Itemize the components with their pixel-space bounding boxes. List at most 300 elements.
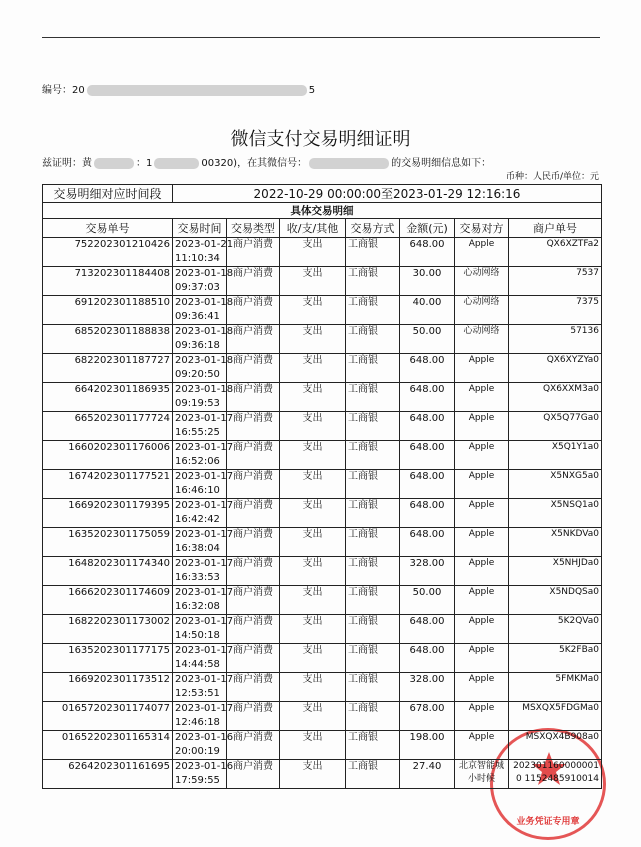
date-text: 2023-01-17 xyxy=(175,442,234,453)
cell-method xyxy=(346,760,400,789)
amount-text: 40.00 xyxy=(412,297,442,308)
cert-suffix: 的交易明细信息如下： xyxy=(391,158,492,169)
date-text: 2023-01-17 xyxy=(175,500,234,511)
cell-amount xyxy=(400,325,455,354)
cert-id-tail: 00320)，在其微信号： xyxy=(201,158,308,169)
party-text: Apple xyxy=(468,384,495,394)
table-row xyxy=(43,557,602,586)
amount-text: 198.00 xyxy=(409,732,445,743)
method-text: 工商银 xyxy=(348,732,378,743)
cell-merchant xyxy=(509,441,602,470)
dir-text: 支出 xyxy=(302,645,323,656)
party-text: Apple xyxy=(468,645,495,655)
id-text: 1635202301175059 xyxy=(68,529,170,540)
cell-type xyxy=(227,383,280,412)
amount-text: 648.00 xyxy=(409,384,445,395)
id-text: 6264202301161695 xyxy=(68,761,170,772)
merchant-text: QX5Q77Ga0 xyxy=(543,413,599,423)
id-text: 713202301184408 xyxy=(74,268,170,279)
table-row xyxy=(43,383,602,412)
cell-merchant xyxy=(509,412,602,441)
cell-id xyxy=(43,325,173,354)
cell-method xyxy=(346,731,400,760)
cell-party xyxy=(455,586,509,615)
cell-method xyxy=(346,470,400,499)
dir-text: 支出 xyxy=(302,471,323,482)
cell-type xyxy=(227,615,280,644)
type-text: 商户消费 xyxy=(233,645,273,656)
detail-heading: 具体交易明细 xyxy=(43,203,602,219)
cell-party xyxy=(455,296,509,325)
cell-date xyxy=(173,615,234,644)
cell-merchant xyxy=(509,499,602,528)
amount-text: 648.00 xyxy=(409,413,445,424)
party-text: 北京智能城 小时候 xyxy=(458,761,504,784)
date-text: 2023-01-17 xyxy=(175,674,234,685)
date-text: 2023-01-18 xyxy=(175,268,234,279)
cell-dir xyxy=(280,615,346,644)
date-text: 2023-01-17 xyxy=(175,558,234,569)
method-text: 工商银 xyxy=(348,413,378,424)
cell-merchant xyxy=(509,615,602,644)
cell-type xyxy=(227,557,280,586)
merchant-text: X5NSQ1a0 xyxy=(550,500,599,510)
currency-note: 币种：人民币/单位：元 xyxy=(505,172,599,182)
type-text: 商户消费 xyxy=(233,732,273,743)
time-text: 17:59:55 xyxy=(175,775,220,786)
dir-text: 支出 xyxy=(302,703,323,714)
cell-dir xyxy=(280,267,346,296)
cell-dir xyxy=(280,557,346,586)
id-text: 682202301187727 xyxy=(74,355,170,366)
merchant-text: QX6XXM3a0 xyxy=(542,384,599,394)
method-text: 工商银 xyxy=(348,500,378,511)
cell-merchant xyxy=(509,267,602,296)
type-text: 商户消费 xyxy=(233,587,273,598)
cell-type xyxy=(227,441,280,470)
cell-date xyxy=(173,673,234,702)
id-text: 664202301186935 xyxy=(74,384,170,395)
cell-id xyxy=(43,673,173,702)
dir-text: 支出 xyxy=(302,442,323,453)
date-text: 2023-01-17 xyxy=(175,413,234,424)
id-text: 1682202301173002 xyxy=(68,616,170,627)
cell-date xyxy=(173,238,234,267)
time-text: 14:50:18 xyxy=(175,630,220,641)
type-text: 商户消费 xyxy=(233,442,273,453)
cell-party xyxy=(455,470,509,499)
cell-amount xyxy=(400,760,455,789)
cert-mid: ：1 xyxy=(136,158,153,169)
type-text: 商户消费 xyxy=(233,500,273,511)
amount-text: 328.00 xyxy=(409,558,445,569)
cell-method xyxy=(346,354,400,383)
cell-date xyxy=(173,499,234,528)
type-text: 商户消费 xyxy=(233,297,273,308)
merchant-text: 5FMKMa0 xyxy=(555,674,599,684)
cell-date xyxy=(173,586,234,615)
redaction xyxy=(87,85,307,96)
party-text: 心动网络 xyxy=(463,268,500,278)
dir-text: 支出 xyxy=(302,239,323,250)
cell-party xyxy=(455,238,509,267)
table-row xyxy=(43,731,602,760)
cell-amount xyxy=(400,412,455,441)
amount-text: 648.00 xyxy=(409,529,445,540)
dir-text: 支出 xyxy=(302,529,323,540)
cell-merchant xyxy=(509,383,602,412)
party-text: Apple xyxy=(468,558,495,568)
cell-method xyxy=(346,412,400,441)
cell-type xyxy=(227,238,280,267)
cell-id xyxy=(43,470,173,499)
cell-type xyxy=(227,470,280,499)
cell-amount xyxy=(400,470,455,499)
amount-text: 50.00 xyxy=(412,326,442,337)
cell-id xyxy=(43,383,173,412)
date-text: 2023-01-21 xyxy=(175,239,234,250)
merchant-text: 5K2QVa0 xyxy=(557,616,599,626)
party-text: Apple xyxy=(468,587,495,597)
date-text: 2023-01-18 xyxy=(175,384,234,395)
cell-merchant xyxy=(509,760,602,789)
merchant-text: X5NHJDa0 xyxy=(552,558,599,568)
party-text: Apple xyxy=(468,674,495,684)
cell-merchant xyxy=(509,731,602,760)
amount-text: 648.00 xyxy=(409,500,445,511)
time-text: 16:55:25 xyxy=(175,427,220,438)
type-text: 商户消费 xyxy=(233,616,273,627)
serial-number xyxy=(42,81,315,96)
party-text: Apple xyxy=(468,442,495,452)
col-header: 金额(元) xyxy=(400,219,455,238)
cell-type xyxy=(227,528,280,557)
amount-text: 648.00 xyxy=(409,471,445,482)
type-text: 商户消费 xyxy=(233,326,273,337)
cell-dir xyxy=(280,702,346,731)
method-text: 工商银 xyxy=(348,529,378,540)
method-text: 工商银 xyxy=(348,471,378,482)
period-label: 交易明细对应时间段 xyxy=(43,185,173,203)
amount-text: 30.00 xyxy=(412,268,442,279)
time-text: 12:46:18 xyxy=(175,717,220,728)
cell-amount xyxy=(400,267,455,296)
cell-dir xyxy=(280,325,346,354)
cell-amount xyxy=(400,557,455,586)
cell-method xyxy=(346,673,400,702)
cell-method xyxy=(346,238,400,267)
cell-id xyxy=(43,499,173,528)
serial-label: 编号：20 xyxy=(42,85,85,96)
dir-text: 支出 xyxy=(302,413,323,424)
id-text: 1669202301173512 xyxy=(68,674,170,685)
table-row xyxy=(43,528,602,557)
cell-amount xyxy=(400,441,455,470)
cell-id xyxy=(43,586,173,615)
cell-dir xyxy=(280,644,346,673)
method-text: 工商银 xyxy=(348,587,378,598)
dir-text: 支出 xyxy=(302,732,323,743)
type-text: 商户消费 xyxy=(233,761,273,772)
dir-text: 支出 xyxy=(302,616,323,627)
table-row xyxy=(43,702,602,731)
cell-id xyxy=(43,557,173,586)
method-text: 工商银 xyxy=(348,703,378,714)
time-text: 12:53:51 xyxy=(175,688,220,699)
cell-type xyxy=(227,673,280,702)
cell-date xyxy=(173,412,234,441)
cell-id xyxy=(43,702,173,731)
date-text: 2023-01-17 xyxy=(175,703,234,714)
cell-type xyxy=(227,760,280,789)
cell-dir xyxy=(280,528,346,557)
cell-type xyxy=(227,325,280,354)
cell-amount xyxy=(400,499,455,528)
date-text: 2023-01-17 xyxy=(175,587,234,598)
time-text: 09:20:50 xyxy=(175,369,220,380)
table-row xyxy=(43,238,602,267)
cell-type xyxy=(227,499,280,528)
date-text: 2023-01-16 xyxy=(175,761,234,772)
period-value: 2022-10-29 00:00:00至2023-01-29 12:16:16 xyxy=(173,185,602,203)
table-row xyxy=(43,615,602,644)
cell-party xyxy=(455,528,509,557)
table-row xyxy=(43,760,602,789)
cell-date xyxy=(173,731,234,760)
redaction xyxy=(309,158,389,169)
dir-text: 支出 xyxy=(302,268,323,279)
merchant-text: 5K2FBa0 xyxy=(559,645,599,655)
merchant-text: X5NXG5a0 xyxy=(550,471,599,481)
party-text: Apple xyxy=(468,732,495,742)
cell-type xyxy=(227,586,280,615)
col-header: 交易对方 xyxy=(455,219,509,238)
cell-id xyxy=(43,615,173,644)
cell-party xyxy=(455,615,509,644)
id-text: 1635202301177175 xyxy=(68,645,170,656)
col-header: 交易时间 xyxy=(173,219,227,238)
cell-id xyxy=(43,760,173,789)
time-text: 11:10:34 xyxy=(175,253,220,264)
cell-party xyxy=(455,499,509,528)
col-header: 交易方式 xyxy=(346,219,400,238)
id-text: 685202301188838 xyxy=(74,326,170,337)
cell-method xyxy=(346,586,400,615)
method-text: 工商银 xyxy=(348,326,378,337)
party-text: Apple xyxy=(468,355,495,365)
table-row xyxy=(43,644,602,673)
cell-date xyxy=(173,383,234,412)
cell-party xyxy=(455,354,509,383)
cell-type xyxy=(227,644,280,673)
cell-merchant xyxy=(509,354,602,383)
method-text: 工商银 xyxy=(348,442,378,453)
cell-merchant xyxy=(509,296,602,325)
cell-id xyxy=(43,441,173,470)
time-text: 16:52:06 xyxy=(175,456,220,467)
cell-amount xyxy=(400,383,455,412)
method-text: 工商银 xyxy=(348,558,378,569)
cell-date xyxy=(173,702,234,731)
method-text: 工商银 xyxy=(348,616,378,627)
cell-amount xyxy=(400,731,455,760)
id-text: 1669202301179395 xyxy=(68,500,170,511)
cell-merchant xyxy=(509,557,602,586)
cell-party xyxy=(455,702,509,731)
time-text: 14:44:58 xyxy=(175,659,220,670)
merchant-text: X5Q1Y1a0 xyxy=(551,442,599,452)
id-text: 1666202301174609 xyxy=(68,587,170,598)
cell-method xyxy=(346,702,400,731)
cell-party xyxy=(455,383,509,412)
cell-amount xyxy=(400,238,455,267)
cell-merchant xyxy=(509,702,602,731)
cert-prefix: 兹证明：黄 xyxy=(42,158,92,169)
party-text: Apple xyxy=(468,471,495,481)
method-text: 工商银 xyxy=(348,355,378,366)
party-text: Apple xyxy=(468,529,495,539)
time-text: 16:46:10 xyxy=(175,485,220,496)
cell-date xyxy=(173,354,234,383)
cell-type xyxy=(227,267,280,296)
time-text: 20:00:19 xyxy=(175,746,220,757)
cell-method xyxy=(346,325,400,354)
cell-merchant xyxy=(509,470,602,499)
date-text: 2023-01-17 xyxy=(175,616,234,627)
table-row xyxy=(43,441,602,470)
method-text: 工商银 xyxy=(348,297,378,308)
cell-amount xyxy=(400,296,455,325)
merchant-text: MSXQX5FDGMa0 xyxy=(522,703,599,713)
cell-dir xyxy=(280,760,346,789)
dir-text: 支出 xyxy=(302,500,323,511)
cell-method xyxy=(346,383,400,412)
cell-id xyxy=(43,528,173,557)
cell-id xyxy=(43,238,173,267)
serial-suffix: 5 xyxy=(308,85,316,96)
dir-text: 支出 xyxy=(302,587,323,598)
cell-id xyxy=(43,412,173,441)
id-text: 752202301210426 xyxy=(74,239,170,250)
cell-dir xyxy=(280,354,346,383)
id-text: 1660202301176006 xyxy=(68,442,170,453)
period-row xyxy=(43,185,602,203)
dir-text: 支出 xyxy=(302,355,323,366)
col-header: 交易单号 xyxy=(43,219,173,238)
cell-method xyxy=(346,499,400,528)
amount-text: 648.00 xyxy=(409,442,445,453)
cell-dir xyxy=(280,412,346,441)
cell-type xyxy=(227,412,280,441)
merchant-text: 7375 xyxy=(576,297,599,307)
merchant-text: MSXQX4B908a0 xyxy=(525,732,599,742)
cell-dir xyxy=(280,586,346,615)
cell-method xyxy=(346,441,400,470)
certification-line xyxy=(42,154,602,169)
seal-text: 业务凭证专用章 xyxy=(516,817,580,827)
merchant-text: 2023011600000010 1152485910014 xyxy=(513,761,599,784)
cell-merchant xyxy=(509,644,602,673)
table-row xyxy=(43,673,602,702)
date-text: 2023-01-17 xyxy=(175,529,234,540)
cell-party xyxy=(455,673,509,702)
cell-dir xyxy=(280,383,346,412)
id-text: 1674202301177521 xyxy=(68,471,170,482)
id-text: 1648202301174340 xyxy=(68,558,170,569)
type-text: 商户消费 xyxy=(233,384,273,395)
cell-merchant xyxy=(509,586,602,615)
merchant-text: QX6XZTFa2 xyxy=(546,239,599,249)
cell-merchant xyxy=(509,673,602,702)
dir-text: 支出 xyxy=(302,674,323,685)
type-text: 商户消费 xyxy=(233,558,273,569)
cell-merchant xyxy=(509,528,602,557)
dir-text: 支出 xyxy=(302,297,323,308)
id-text: 691202301188510 xyxy=(74,297,170,308)
cell-amount xyxy=(400,528,455,557)
party-text: Apple xyxy=(468,500,495,510)
cell-type xyxy=(227,296,280,325)
document-title: 微信支付交易明细证明 xyxy=(230,129,411,150)
type-text: 商户消费 xyxy=(233,239,273,250)
time-text: 09:19:53 xyxy=(175,398,220,409)
time-text: 09:37:03 xyxy=(175,282,220,293)
date-text: 2023-01-16 xyxy=(175,732,234,743)
table-row xyxy=(43,267,602,296)
cell-amount xyxy=(400,586,455,615)
col-header: 商户单号 xyxy=(509,219,602,238)
method-text: 工商银 xyxy=(348,268,378,279)
cell-amount xyxy=(400,702,455,731)
cell-dir xyxy=(280,441,346,470)
cell-method xyxy=(346,615,400,644)
cell-method xyxy=(346,267,400,296)
method-text: 工商银 xyxy=(348,761,378,772)
amount-text: 648.00 xyxy=(409,239,445,250)
type-text: 商户消费 xyxy=(233,529,273,540)
method-text: 工商银 xyxy=(348,645,378,656)
date-text: 2023-01-17 xyxy=(175,471,234,482)
cell-party xyxy=(455,731,509,760)
amount-text: 27.40 xyxy=(412,761,442,772)
type-text: 商户消费 xyxy=(233,413,273,424)
cell-id xyxy=(43,644,173,673)
cell-party xyxy=(455,412,509,441)
merchant-text: QX6XYZYa0 xyxy=(546,355,599,365)
method-text: 工商银 xyxy=(348,674,378,685)
cell-date xyxy=(173,470,234,499)
type-text: 商户消费 xyxy=(233,674,273,685)
party-text: 心动网络 xyxy=(463,326,500,336)
time-text: 09:36:41 xyxy=(175,311,220,322)
time-text: 16:38:04 xyxy=(175,543,220,554)
table-row xyxy=(43,325,602,354)
id-text: 665202301177724 xyxy=(74,413,170,424)
merchant-text: 57136 xyxy=(570,326,599,336)
merchant-text: 7537 xyxy=(576,268,599,278)
cell-merchant xyxy=(509,238,602,267)
cell-dir xyxy=(280,238,346,267)
col-header: 收/支/其他 xyxy=(280,219,346,238)
dir-text: 支出 xyxy=(302,384,323,395)
transaction-table xyxy=(42,184,602,789)
cell-party xyxy=(455,760,509,789)
cell-date xyxy=(173,296,234,325)
cell-date xyxy=(173,644,234,673)
table-row xyxy=(43,412,602,441)
dir-text: 支出 xyxy=(302,761,323,772)
dir-text: 支出 xyxy=(302,326,323,337)
